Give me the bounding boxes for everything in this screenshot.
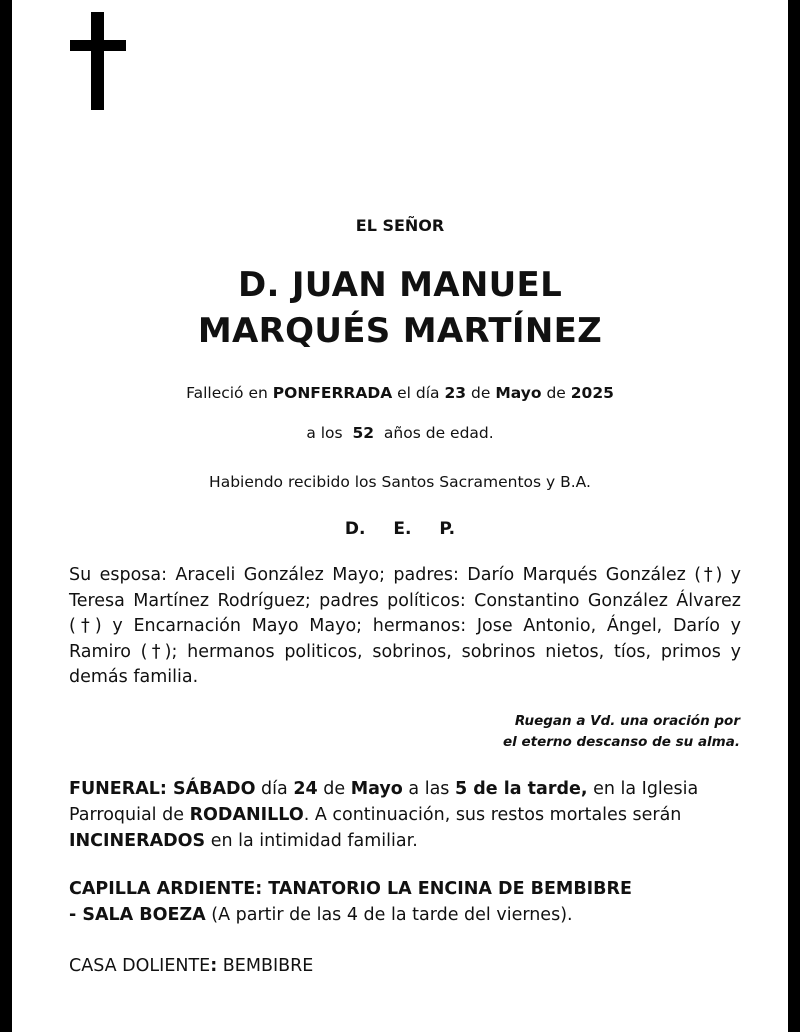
funeral-place: RODANILLO	[189, 805, 304, 825]
family-list: Su esposa: Araceli González Mayo; padres: Darío Marqués González (†) y Teresa Martínez Rodríguez; padres políticos: Constantino González Álvarez (†) y Encarnación Mayo Mayo; hermanos: Jose Antonio, Ángel, Darío y Ramiro (†); hermanos politicos, sobrinos, sobrinos nietos, tíos, primos y demás familia.	[69, 565, 741, 687]
death-year: 2025	[570, 384, 614, 402]
death-place: PONFERRADA	[272, 384, 393, 402]
funeral-label: FUNERAL: SÁBADO	[69, 779, 256, 799]
name-line-2: MARQUÉS MARTÍNEZ	[197, 311, 603, 351]
mourning-house: CASA DOLIENTE: BEMBIBRE	[69, 956, 314, 976]
chapel-info: CAPILLA ARDIENTE: TANATORIO LA ENCINA DE BEMBIBRE - SALA BOEZA (A partir de las 4 de la tarde del viernes).	[69, 879, 632, 925]
age-value: 52	[352, 424, 375, 442]
prayer-request: Ruegan a Vd. una oración por el eterno descanso de su alma.	[503, 713, 740, 750]
death-month: Mayo	[495, 384, 542, 402]
deceased-name	[12, 262, 788, 354]
funeral-info: FUNERAL: SÁBADO día 24 de Mayo a las 5 de la tarde, en la Iglesia Parroquial de RODANILLO. A continuación, sus restos mortales serán INCINERADOS en la intimidad familiar.	[69, 779, 699, 851]
sacraments-statement: Habiendo recibido los Santos Sacramentos y B.A.	[209, 473, 591, 491]
name-line-1: D. JUAN MANUEL	[237, 265, 563, 305]
age-statement: a los 52 años de edad.	[306, 424, 494, 442]
heading: EL SEÑOR	[355, 216, 445, 235]
dep-text: D. E. P.	[344, 519, 456, 539]
obituary-page	[12, 0, 788, 1032]
death-statement: Falleció en PONFERRADA el día 23 de Mayo de 2025	[186, 384, 614, 402]
cross-icon	[70, 12, 126, 110]
death-day: 23	[444, 384, 467, 402]
